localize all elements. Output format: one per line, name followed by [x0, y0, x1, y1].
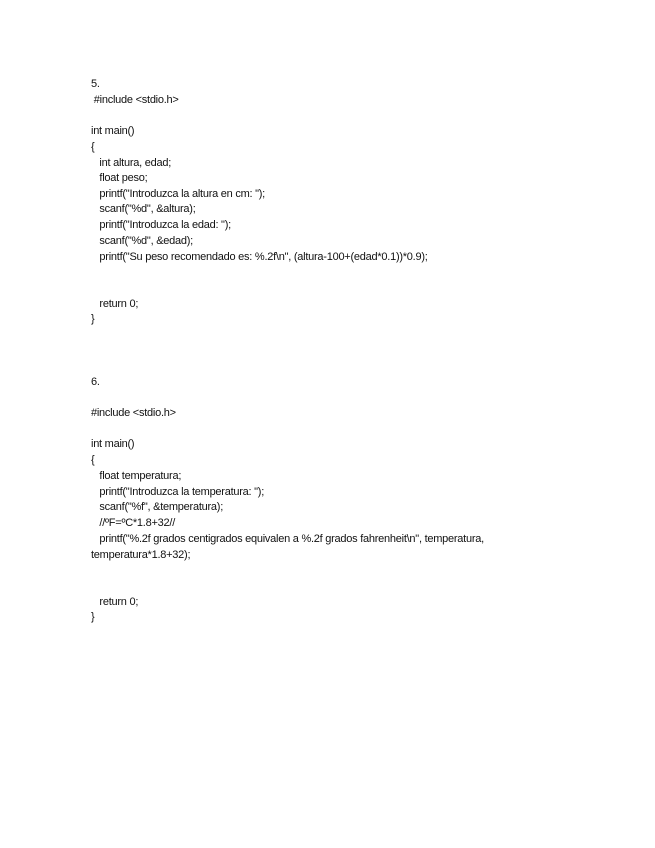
exercise-5-main-signature: int main(): [91, 125, 135, 137]
exercise-6-code-line: scanf("%f", &temperatura);: [91, 501, 223, 513]
exercise-5-code-line: int altura, edad;: [91, 157, 171, 169]
exercise-6-code-line-continuation: temperatura*1.8+32);: [91, 549, 191, 561]
exercise-6-main-signature: int main(): [91, 438, 135, 450]
exercise-5-code-line: scanf("%d", &edad);: [91, 235, 193, 247]
exercise-5-code-line: scanf("%d", &altura);: [91, 203, 196, 215]
exercise-6-close-brace: }: [91, 611, 95, 623]
exercise-5-number: 5.: [91, 78, 100, 90]
exercise-6-code-line: float temperatura;: [91, 470, 182, 482]
exercise-6-code-line: printf("Introduzca la temperatura: ");: [91, 486, 265, 498]
exercise-6-number: 6.: [91, 376, 100, 388]
exercise-6-comment-line: //ºF=ºC*1.8+32//: [91, 517, 175, 529]
exercise-6-open-brace: {: [91, 454, 95, 466]
exercise-5-code-line: printf("Su peso recomendado es: %.2f\n", (altura-100+(edad*0.1))*0.9);: [91, 251, 428, 263]
exercise-5-return-line: return 0;: [91, 298, 139, 310]
exercise-6-return-line: return 0;: [91, 596, 139, 608]
exercise-5-code-line: float peso;: [91, 172, 148, 184]
exercise-5-close-brace: }: [91, 313, 95, 325]
exercise-5-open-brace: {: [91, 141, 95, 153]
exercise-6-code-line: printf("%.2f grados centigrados equivalen a %.2f grados fahrenheit\n", temperatura,: [91, 533, 484, 545]
exercise-6-include: #include <stdio.h>: [91, 407, 176, 419]
exercise-5-include: #include <stdio.h>: [91, 94, 179, 106]
exercise-5-code-line: printf("Introduzca la edad: ");: [91, 219, 231, 231]
exercise-5-code-line: printf("Introduzca la altura en cm: ");: [91, 188, 265, 200]
